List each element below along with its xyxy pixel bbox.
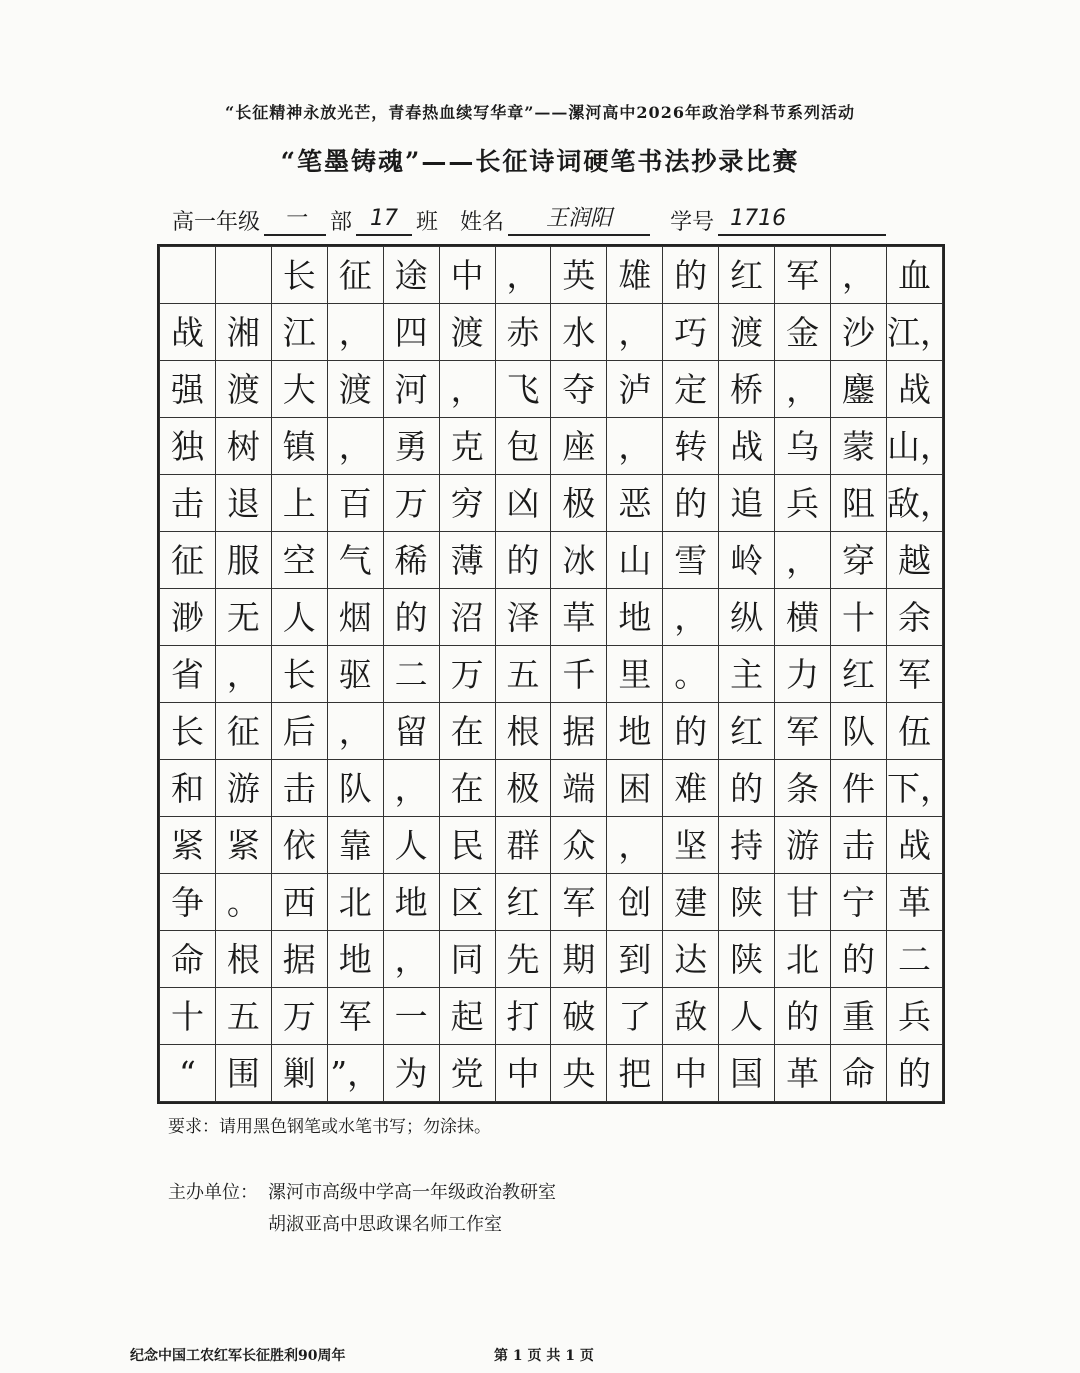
grid-cell: 区 <box>439 874 495 931</box>
grid-row <box>160 646 943 703</box>
student-info-row <box>172 196 912 236</box>
name-label: 姓名 <box>460 210 505 235</box>
grid-row <box>160 703 943 760</box>
grid-cell: 薄 <box>439 532 495 589</box>
grid-cell: 北 <box>327 874 383 931</box>
grid-cell: 十 <box>831 589 887 646</box>
grid-cell: 渺 <box>160 589 216 646</box>
grid-cell: 纵 <box>719 589 775 646</box>
grade-label: 高一年级 <box>172 210 261 235</box>
grid-cell <box>215 247 271 304</box>
grid-cell: 伍 <box>886 703 942 760</box>
grid-cell: ， <box>327 304 383 361</box>
grid-cell: 的 <box>831 931 887 988</box>
grid-cell: 命 <box>160 931 216 988</box>
grid-cell: 气 <box>327 532 383 589</box>
grid-cell: 征 <box>160 532 216 589</box>
grid-cell: 追 <box>719 475 775 532</box>
grid-cell: 命 <box>831 1045 887 1102</box>
grid-cell: 沙 <box>831 304 887 361</box>
grid-cell: 依 <box>271 817 327 874</box>
grid-cell: 队 <box>831 703 887 760</box>
grid-cell: 水 <box>551 304 607 361</box>
grid-cell: 越 <box>886 532 942 589</box>
grid-cell: ， <box>831 247 887 304</box>
grid-cell: 巧 <box>663 304 719 361</box>
grid-cell: 稀 <box>383 532 439 589</box>
grid-cell: 江 <box>271 304 327 361</box>
grid-cell: 根 <box>215 931 271 988</box>
grid-row <box>160 532 943 589</box>
grid-cell: ”， <box>327 1045 383 1102</box>
grid-cell: 兵 <box>775 475 831 532</box>
grid-cell: 起 <box>439 988 495 1045</box>
grid-cell: 军 <box>886 646 942 703</box>
grid-cell: 困 <box>607 760 663 817</box>
grid-cell: 靠 <box>327 817 383 874</box>
grid-cell: ， <box>439 361 495 418</box>
grid-cell: 紧 <box>160 817 216 874</box>
grid-cell: 沼 <box>439 589 495 646</box>
grid-cell: 的 <box>383 589 439 646</box>
footer-commemoration: 纪念中国工农红军长征胜利90周年 <box>130 1348 346 1364</box>
grid-cell: 四 <box>383 304 439 361</box>
grid-cell: 无 <box>215 589 271 646</box>
page-number: 第 1 页 共 1 页 <box>494 1348 594 1364</box>
grid-cell: 剿 <box>271 1045 327 1102</box>
grid-cell: 击 <box>271 760 327 817</box>
grid-cell: 军 <box>551 874 607 931</box>
grid-row <box>160 247 943 304</box>
grid-cell: ， <box>383 760 439 817</box>
grid-cell: 强 <box>160 361 216 418</box>
student-id-field[interactable]: 1716 <box>718 206 886 236</box>
grid-cell: 主 <box>719 646 775 703</box>
grid-cell: “ <box>160 1045 216 1102</box>
grid-row <box>160 988 943 1045</box>
grid-cell: 据 <box>551 703 607 760</box>
grid-cell: 鏖 <box>831 361 887 418</box>
grid-cell: 在 <box>439 760 495 817</box>
grid-cell: 凶 <box>495 475 551 532</box>
grid-cell: 五 <box>215 988 271 1045</box>
grid-cell: 击 <box>160 475 216 532</box>
department-field[interactable]: 一 <box>264 206 326 236</box>
grid-cell: ， <box>327 703 383 760</box>
grid-cell: 英 <box>551 247 607 304</box>
grid-cell: 穷 <box>439 475 495 532</box>
grid-cell: 渡 <box>439 304 495 361</box>
grid-cell: 据 <box>271 931 327 988</box>
grid-cell: 先 <box>495 931 551 988</box>
grid-cell: 难 <box>663 760 719 817</box>
grid-cell: 到 <box>607 931 663 988</box>
grid-cell: 围 <box>215 1045 271 1102</box>
grid-cell: 二 <box>886 931 942 988</box>
grid-cell: 长 <box>271 646 327 703</box>
grid-cell: 万 <box>383 475 439 532</box>
grid-cell: 地 <box>607 703 663 760</box>
grid-cell: 人 <box>719 988 775 1045</box>
grid-cell: 横 <box>775 589 831 646</box>
grid-cell: 西 <box>271 874 327 931</box>
grid-cell: 的 <box>886 1045 942 1102</box>
grid-cell: 定 <box>663 361 719 418</box>
grid-cell: 渡 <box>327 361 383 418</box>
grid-cell: 转 <box>663 418 719 475</box>
event-subtitle: “长征精神永放光芒，青春热血续写华章”——漯河高中2026年政治学科节系列活动 <box>225 103 855 122</box>
grid-cell: ， <box>607 418 663 475</box>
grid-cell: 雄 <box>607 247 663 304</box>
grid-cell: 烟 <box>327 589 383 646</box>
grid-cell: 游 <box>775 817 831 874</box>
grid-cell: 击 <box>831 817 887 874</box>
grid-cell: 兵 <box>886 988 942 1045</box>
grid-cell: 里 <box>607 646 663 703</box>
grid-cell: 持 <box>719 817 775 874</box>
grid-cell: 后 <box>271 703 327 760</box>
organizer-line-1: 漯河市高级中学高一年级政治教研室 <box>268 1182 556 1203</box>
grid-cell: 红 <box>831 646 887 703</box>
grid-cell: 敌， <box>886 475 942 532</box>
grid-cell: 山 <box>607 532 663 589</box>
grid-cell: 泸 <box>607 361 663 418</box>
grid-cell: 极 <box>551 475 607 532</box>
grid-cell: 同 <box>439 931 495 988</box>
grid-cell: 二 <box>383 646 439 703</box>
grid-cell: 的 <box>663 247 719 304</box>
grid-cell: 江， <box>886 304 942 361</box>
grid-cell: 国 <box>719 1045 775 1102</box>
grid-cell: 省 <box>160 646 216 703</box>
grid-cell: 桥 <box>719 361 775 418</box>
class-field[interactable]: 17 <box>356 206 412 236</box>
grid-cell: 退 <box>215 475 271 532</box>
grid-cell: 陕 <box>719 931 775 988</box>
grid-cell: 千 <box>551 646 607 703</box>
grid-cell: 的 <box>663 475 719 532</box>
grid-cell: 空 <box>271 532 327 589</box>
grid-cell: 雪 <box>663 532 719 589</box>
grid-cell: 端 <box>551 760 607 817</box>
grid-cell: 队 <box>327 760 383 817</box>
grid-cell: 留 <box>383 703 439 760</box>
grid-cell: 期 <box>551 931 607 988</box>
contest-title: “笔墨铸魂”——长征诗词硬笔书法抄录比赛 <box>280 147 800 176</box>
grid-cell: 冰 <box>551 532 607 589</box>
grid-cell: 独 <box>160 418 216 475</box>
grid-cell: ， <box>607 304 663 361</box>
grid-cell: 百 <box>327 475 383 532</box>
grid-cell: 的 <box>719 760 775 817</box>
name-field[interactable]: 王润阳 <box>508 206 650 236</box>
grid-cell: 坚 <box>663 817 719 874</box>
grid-cell: ， <box>775 361 831 418</box>
grid-row <box>160 475 943 532</box>
grid-cell: 征 <box>327 247 383 304</box>
grid-row <box>160 418 943 475</box>
grid-cell: 地 <box>607 589 663 646</box>
grid-cell: 力 <box>775 646 831 703</box>
organizer-label: 主办单位： <box>168 1182 258 1203</box>
grid-cell: 重 <box>831 988 887 1045</box>
grid-cell: 根 <box>495 703 551 760</box>
grid-cell: 的 <box>775 988 831 1045</box>
grid-cell: 红 <box>719 247 775 304</box>
grid-cell: 穿 <box>831 532 887 589</box>
grid-cell: 民 <box>439 817 495 874</box>
grid-cell: 勇 <box>383 418 439 475</box>
grid-cell: 的 <box>663 703 719 760</box>
grid-cell: 战 <box>886 817 942 874</box>
grid-cell: 途 <box>383 247 439 304</box>
grid-cell: 湘 <box>215 304 271 361</box>
writing-grid <box>157 244 953 1104</box>
organizer-line-2: 胡淑亚高中思政课名师工作室 <box>268 1214 502 1235</box>
grid-cell: ， <box>607 817 663 874</box>
grid-row <box>160 760 943 817</box>
grid-cell: 敌 <box>663 988 719 1045</box>
grid-cell: 渡 <box>719 304 775 361</box>
department-label: 部 <box>330 210 353 235</box>
grid-cell: 包 <box>495 418 551 475</box>
grid-cell: 万 <box>439 646 495 703</box>
grid-cell: 甘 <box>775 874 831 931</box>
grid-cell: 达 <box>663 931 719 988</box>
grid-cell: 征 <box>215 703 271 760</box>
grid-cell: 的 <box>495 532 551 589</box>
grid-cell: 下， <box>886 760 942 817</box>
grid-cell: 地 <box>383 874 439 931</box>
grid-cell: 大 <box>271 361 327 418</box>
grid-cell: ， <box>775 532 831 589</box>
grid-cell: 克 <box>439 418 495 475</box>
grid-cell: 金 <box>775 304 831 361</box>
grid-cell: ， <box>215 646 271 703</box>
grid-cell: 乌 <box>775 418 831 475</box>
grid-cell: 长 <box>271 247 327 304</box>
grid-cell: 地 <box>327 931 383 988</box>
grid-cell: 渡 <box>215 361 271 418</box>
grid-row <box>160 817 943 874</box>
grid-cell: 长 <box>160 703 216 760</box>
grid-cell: 群 <box>495 817 551 874</box>
grid-cell: 军 <box>775 703 831 760</box>
grid-cell: 红 <box>495 874 551 931</box>
grid-cell: 红 <box>719 703 775 760</box>
grid-cell: 镇 <box>271 418 327 475</box>
grid-cell: ， <box>495 247 551 304</box>
grid-row <box>160 1045 943 1102</box>
grid-cell: 军 <box>327 988 383 1045</box>
grid-cell: 建 <box>663 874 719 931</box>
grid-cell: 夺 <box>551 361 607 418</box>
grid-cell: 打 <box>495 988 551 1045</box>
grid-cell: 在 <box>439 703 495 760</box>
grid-cell: 岭 <box>719 532 775 589</box>
grid-cell: 和 <box>160 760 216 817</box>
grid-cell: 十 <box>160 988 216 1045</box>
grid-cell: 服 <box>215 532 271 589</box>
grid-cell: 北 <box>775 931 831 988</box>
grid-cell: 把 <box>607 1045 663 1102</box>
character-grid-table <box>159 246 953 1102</box>
grid-cell: 。 <box>663 646 719 703</box>
grid-cell: 战 <box>886 361 942 418</box>
grid-cell: 中 <box>663 1045 719 1102</box>
class-label: 班 <box>416 210 439 235</box>
grid-cell: 余 <box>886 589 942 646</box>
grid-cell: 革 <box>886 874 942 931</box>
grid-cell: 赤 <box>495 304 551 361</box>
grid-cell: 创 <box>607 874 663 931</box>
requirement-note: 要求：请用黑色钢笔或水笔书写；勿涂抹。 <box>168 1117 491 1137</box>
grid-cell: 上 <box>271 475 327 532</box>
grid-cell: 宁 <box>831 874 887 931</box>
grid-cell: 党 <box>439 1045 495 1102</box>
grid-row <box>160 874 943 931</box>
grid-cell: 人 <box>271 589 327 646</box>
grid-cell: 一 <box>383 988 439 1045</box>
grid-cell: 人 <box>383 817 439 874</box>
grid-cell: 游 <box>215 760 271 817</box>
student-id-label: 学号 <box>670 210 715 235</box>
grid-cell: ， <box>383 931 439 988</box>
grid-cell: 座 <box>551 418 607 475</box>
grid-cell: 草 <box>551 589 607 646</box>
grid-cell: 革 <box>775 1045 831 1102</box>
grid-cell: 条 <box>775 760 831 817</box>
grid-cell: ， <box>327 418 383 475</box>
grid-cell: 泽 <box>495 589 551 646</box>
grid-cell: 恶 <box>607 475 663 532</box>
grid-cell: 。 <box>215 874 271 931</box>
grid-row <box>160 589 943 646</box>
grid-cell: 件 <box>831 760 887 817</box>
grid-cell: 军 <box>775 247 831 304</box>
grid-cell: 战 <box>719 418 775 475</box>
grid-cell: 飞 <box>495 361 551 418</box>
grid-row <box>160 304 943 361</box>
grid-cell: 中 <box>495 1045 551 1102</box>
grid-cell: 蒙 <box>831 418 887 475</box>
grid-cell: 为 <box>383 1045 439 1102</box>
grid-cell: 驱 <box>327 646 383 703</box>
grid-cell: 众 <box>551 817 607 874</box>
grid-cell: 破 <box>551 988 607 1045</box>
grid-cell: ， <box>663 589 719 646</box>
grid-row <box>160 931 943 988</box>
grid-cell: 了 <box>607 988 663 1045</box>
grid-cell: 争 <box>160 874 216 931</box>
grid-cell: 血 <box>886 247 942 304</box>
grid-cell: 央 <box>551 1045 607 1102</box>
grid-cell: 河 <box>383 361 439 418</box>
grid-cell <box>160 247 216 304</box>
grid-cell: 中 <box>439 247 495 304</box>
grid-cell: 极 <box>495 760 551 817</box>
grid-cell: 树 <box>215 418 271 475</box>
grid-cell: 陕 <box>719 874 775 931</box>
grid-cell: 战 <box>160 304 216 361</box>
grid-cell: 阻 <box>831 475 887 532</box>
grid-row <box>160 361 943 418</box>
grid-cell: 紧 <box>215 817 271 874</box>
grid-cell: 山， <box>886 418 942 475</box>
grid-cell: 五 <box>495 646 551 703</box>
grid-cell: 万 <box>271 988 327 1045</box>
